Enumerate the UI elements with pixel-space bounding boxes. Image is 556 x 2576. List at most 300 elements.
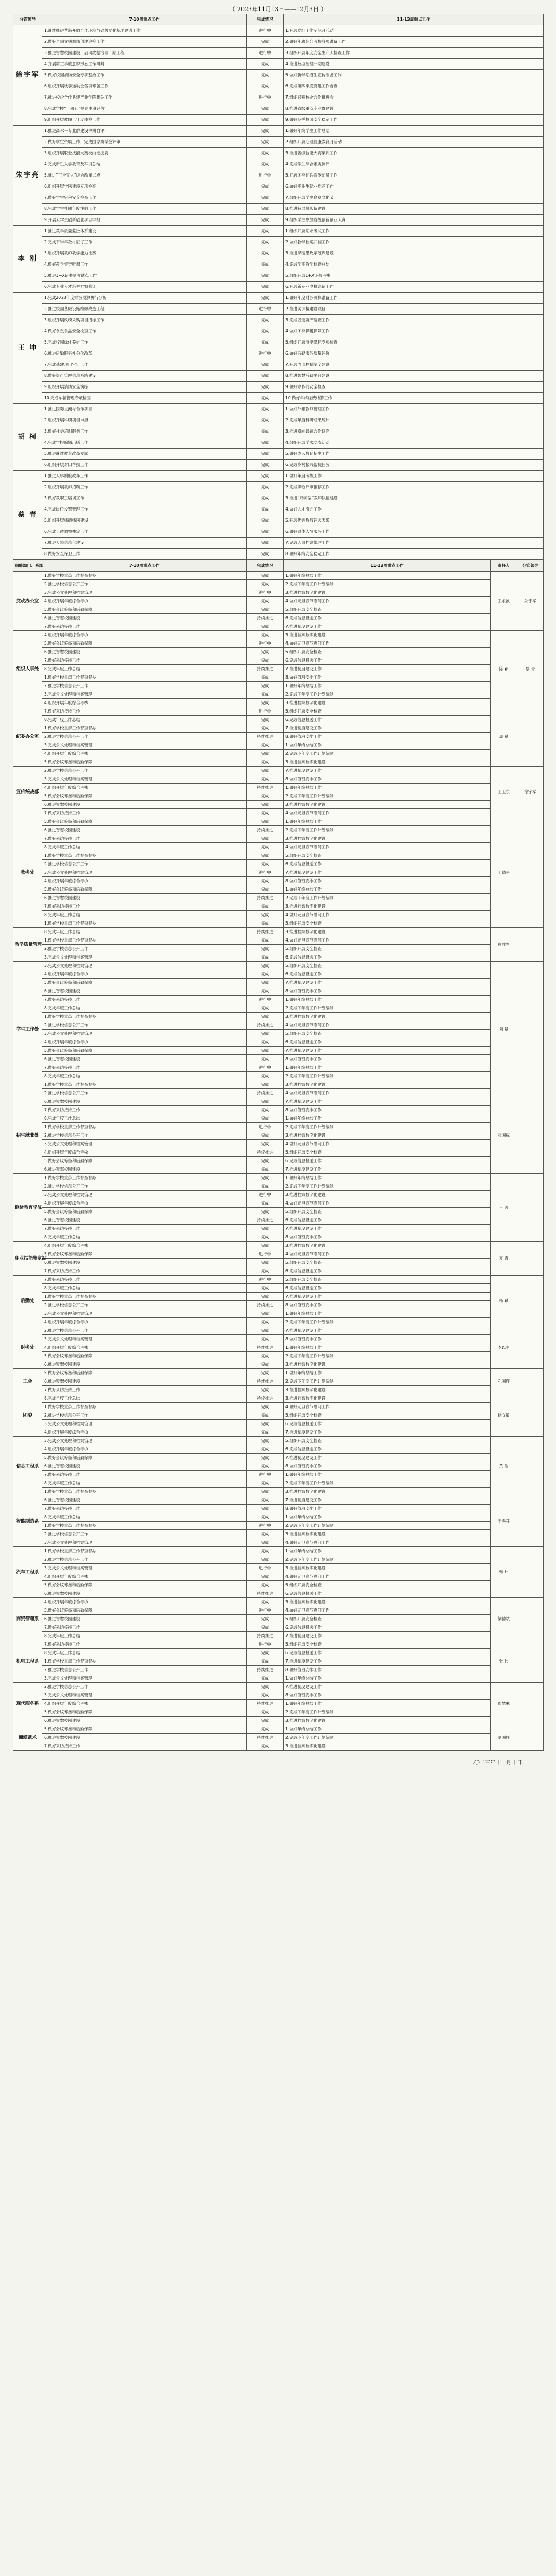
- department-work-row: [13, 1174, 544, 1182]
- dept-next-work-item: 4.做好元旦春节慰问工作: [284, 1606, 491, 1615]
- department-work-row: [13, 605, 544, 614]
- dept-next-work-item: 2.完成下年度工作计划编制: [284, 1708, 491, 1717]
- header-dept-leader: 分管领导: [517, 560, 544, 572]
- dept-next-work-item: 7.推进制度建设工作: [284, 1225, 491, 1233]
- dept-prev-work-item: 7.做好来访接待工作: [42, 1623, 247, 1632]
- dept-status-cell: 完成: [247, 1742, 284, 1751]
- prev-work-item: 2.完成下半年教材征订工作: [42, 237, 247, 248]
- department-work-row: [13, 1420, 544, 1428]
- prev-work-item: 7.推进人事信息化建设: [42, 538, 247, 549]
- department-work-row: [13, 1496, 544, 1505]
- dept-status-cell: 持续推进: [247, 1734, 284, 1742]
- prev-work-item: 8.做好资产管理信息系统建设: [42, 371, 247, 382]
- next-work-item: 10.做好年终经费结算工作: [284, 393, 544, 404]
- dept-next-work-item: 1.做好年终总结工作: [284, 885, 491, 894]
- dept-status-cell: 进行中: [247, 1471, 284, 1479]
- department-work-row: [13, 1140, 544, 1148]
- next-work-item: 9.组织学生参加省级创新创业大赛: [284, 215, 544, 226]
- dept-status-cell: 进行中: [247, 996, 284, 1004]
- dept-prev-work-item: 8.完成年度工作总结: [42, 665, 247, 673]
- department-work-row: [13, 1657, 544, 1666]
- dept-prev-work-item: 4.组织开展年度综合考核: [42, 1148, 247, 1157]
- dept-leader: [517, 1394, 544, 1437]
- dept-status-cell: 完成: [247, 1683, 284, 1691]
- dept-next-work-item: 2.完成下年度工作计划编制: [284, 1123, 491, 1131]
- dept-next-work-item: 4.做好元旦春节慰问工作: [284, 1199, 491, 1208]
- dept-next-work-item: 4.做好元旦春节慰问工作: [284, 1089, 491, 1097]
- leader-work-row: [13, 404, 544, 415]
- dept-prev-work-item: 8.完成年度工作总结: [42, 716, 247, 724]
- department-work-row: [13, 1691, 544, 1700]
- dept-status-cell: 持续推进: [247, 614, 284, 622]
- department-work-row: [13, 1649, 544, 1657]
- dept-prev-work-item: 8.完成年度工作总结: [42, 1513, 247, 1522]
- dept-prev-work-item: 6.推进智慧校园建设: [42, 1097, 247, 1106]
- dept-next-work-item: 7.推进制度建设工作: [284, 1496, 491, 1505]
- dept-status-cell: 完成: [247, 1538, 284, 1547]
- dept-status-cell: 完成: [247, 817, 284, 826]
- leader-work-row: [13, 415, 544, 426]
- leader-work-row: [13, 348, 544, 359]
- dept-status-cell: 完成: [247, 1309, 284, 1318]
- dept-status-cell: 持续推进: [247, 1394, 284, 1403]
- leader-work-row: [13, 359, 544, 371]
- status-cell: 完成: [247, 359, 284, 371]
- dept-next-work-item: 2.完成下年度工作计划编制: [284, 792, 491, 801]
- dept-prev-work-item: 8.完成年度工作总结: [42, 1072, 247, 1080]
- leader-work-row: [13, 48, 544, 59]
- dept-status-cell: 持续推进: [247, 1301, 284, 1309]
- status-cell: 完成: [247, 204, 284, 215]
- next-work-item: 6.做好后勤服务质量评价: [284, 348, 544, 359]
- prev-work-item: 6.组织开展秋季运动会各项筹备工作: [42, 81, 247, 92]
- dept-status-cell: 完成: [247, 1555, 284, 1564]
- dept-prev-work-item: 7.做好来访接待工作: [42, 656, 247, 665]
- responsible-person: 梁德斌: [491, 1598, 517, 1640]
- prev-work-item: 3.做好社会培训服务工作: [42, 426, 247, 437]
- department-work-row: [13, 1318, 544, 1326]
- dept-prev-work-item: 4.组织开展年度综合考核: [42, 784, 247, 792]
- dept-prev-work-item: 1.做好学校重点工作督查督办: [42, 1488, 247, 1496]
- department-name: 团委: [13, 1394, 42, 1437]
- dept-leader: [517, 1547, 544, 1598]
- header-dept-next-work: 11-13周重点工作: [284, 560, 491, 572]
- dept-prev-work-item: 6.推进智慧校园建设: [42, 801, 247, 809]
- dept-prev-work-item: 5.做好会议筹备和后勤保障: [42, 605, 247, 614]
- dept-prev-work-item: 7.做好来访接待工作: [42, 1063, 247, 1072]
- dept-next-work-item: 5.组织开展安全检查: [284, 1148, 491, 1157]
- department-work-row: [13, 1080, 544, 1089]
- department-name: 学生工作处: [13, 962, 42, 1097]
- next-work-item: 8.推进智慧后勤平台建设: [284, 371, 544, 382]
- department-work-row: [13, 953, 544, 962]
- dept-prev-work-item: 6.推进智慧校园建设: [42, 1259, 247, 1267]
- responsible-person: 夏 青: [491, 1242, 517, 1276]
- dept-status-cell: 完成: [247, 953, 284, 962]
- dept-prev-work-item: 1.做好学校重点工作督查督办: [42, 1123, 247, 1131]
- dept-prev-work-item: 3.完成公文处理和档案管理: [42, 1564, 247, 1572]
- dept-prev-work-item: 1.做好学校重点工作督查督办: [42, 936, 247, 945]
- dept-status-cell: 完成: [247, 1437, 284, 1445]
- department-work-row: [13, 597, 544, 605]
- dept-next-work-item: 8.做好值班安排工作: [284, 1106, 491, 1114]
- department-work-row: [13, 1063, 544, 1072]
- dept-status-cell: 完成: [247, 851, 284, 860]
- department-work-row: [13, 1632, 544, 1640]
- department-work-row: [13, 1564, 544, 1572]
- responsible-person: 于德平: [491, 817, 517, 928]
- dept-leader: [517, 928, 544, 962]
- department-table-header-row: [13, 560, 544, 572]
- department-work-row: [13, 834, 544, 843]
- dept-status-cell: 完成: [247, 775, 284, 784]
- dept-prev-work-item: 5.做好会议筹备和后勤保障: [42, 1708, 247, 1717]
- responsible-person: 张 伟: [491, 1640, 517, 1683]
- dept-prev-work-item: 4.组织开展年度综合考核: [42, 1572, 247, 1581]
- department-work-row: [13, 1335, 544, 1343]
- dept-status-cell: 完成: [247, 1360, 284, 1369]
- dept-next-work-item: 5.组织开展安全检查: [284, 962, 491, 970]
- next-work-item: 2.完成年度科研成果统计: [284, 415, 544, 426]
- dept-status-cell: 进行中: [247, 1564, 284, 1572]
- dept-prev-work-item: 2.推进学校信息公开工作: [42, 1182, 247, 1191]
- dept-prev-work-item: 7.做好来访接待工作: [42, 1471, 247, 1479]
- header-department: 职能部门、系部: [13, 560, 42, 572]
- dept-next-work-item: 2.完成下年度工作计划编制: [284, 1072, 491, 1080]
- dept-next-work-item: 7.推进制度建设工作: [284, 724, 491, 733]
- leader-work-row: [13, 137, 544, 148]
- dept-prev-work-item: 1.做好学校重点工作督查督办: [42, 1657, 247, 1666]
- dept-next-work-item: 4.做好元旦春节慰问工作: [284, 843, 491, 851]
- dept-status-cell: 完成: [247, 1326, 284, 1335]
- department-work-row: [13, 1004, 544, 1013]
- status-cell: 完成: [247, 148, 284, 159]
- dept-next-work-item: 2.完成下年度工作计划编制: [284, 1004, 491, 1013]
- dept-prev-work-item: 1.做好学校重点工作督查督办: [42, 851, 247, 860]
- dept-prev-work-item: 6.推进智慧校园建设: [42, 614, 247, 622]
- dept-next-work-item: 3.推进档案数字化建设: [284, 1242, 491, 1250]
- next-work-item: 8.推进省级重点专业群建设: [284, 103, 544, 115]
- department-work-row: [13, 979, 544, 987]
- status-cell: 完成: [247, 70, 284, 81]
- dept-prev-work-item: 5.做好会议筹备和后勤保障: [42, 1047, 247, 1055]
- status-cell: 完成: [247, 437, 284, 449]
- department-work-row: [13, 817, 544, 826]
- dept-status-cell: 完成: [247, 1233, 284, 1242]
- department-work-row: [13, 1309, 544, 1318]
- dept-prev-work-item: 6.推进智慧校园建设: [42, 1216, 247, 1225]
- dept-status-cell: 完成: [247, 1708, 284, 1717]
- dept-status-cell: 完成: [247, 801, 284, 809]
- dept-status-cell: 持续推进: [247, 1700, 284, 1708]
- leader-work-row: [13, 115, 544, 126]
- responsible-person: 韩 玮: [491, 1547, 517, 1598]
- dept-status-cell: 进行中: [247, 868, 284, 877]
- department-work-row: [13, 919, 544, 928]
- responsible-person: 孔国辉: [491, 1369, 517, 1394]
- dept-status-cell: 完成: [247, 682, 284, 690]
- dept-status-cell: 完成: [247, 1454, 284, 1462]
- dept-prev-work-item: 8.完成年度工作总结: [42, 1394, 247, 1403]
- dept-prev-work-item: 5.做好会议筹备和后勤保障: [42, 1606, 247, 1615]
- responsible-person: 顾成军: [491, 928, 517, 962]
- leader-work-row: [13, 103, 544, 115]
- status-cell: 完成: [247, 259, 284, 270]
- leader-name: 王 坤: [13, 293, 42, 404]
- dept-prev-work-item: 1.做好学校重点工作督查督办: [42, 1522, 247, 1530]
- dept-status-cell: 持续推进: [247, 894, 284, 902]
- dept-leader: [517, 1496, 544, 1547]
- next-work-item: 1.组织开展期末考试工作: [284, 226, 544, 237]
- leader-name: 李 刚: [13, 226, 42, 293]
- status-cell: 完成: [247, 237, 284, 248]
- department-work-row: [13, 987, 544, 996]
- status-cell: 进行中: [247, 170, 284, 181]
- dept-status-cell: 完成: [247, 885, 284, 894]
- dept-status-cell: 完成: [247, 1140, 284, 1148]
- dept-status-cell: 完成: [247, 1038, 284, 1047]
- leader-work-row: [13, 393, 544, 404]
- prev-work-item: 1.推进高水平专业群建设中期自评: [42, 126, 247, 137]
- dept-prev-work-item: 1.做好学校重点工作督查督办: [42, 1403, 247, 1411]
- dept-prev-work-item: 2.推进学校信息公开工作: [42, 733, 247, 741]
- status-cell: 完成: [247, 549, 284, 560]
- status-cell: 完成: [247, 270, 284, 282]
- dept-prev-work-item: 4.组织开展年度综合考核: [42, 597, 247, 605]
- responsible-person: 周慧琳: [491, 1683, 517, 1725]
- department-work-row: [13, 1708, 544, 1717]
- department-work-row: [13, 1284, 544, 1293]
- department-name: 继续教育学院: [13, 1174, 42, 1242]
- dept-status-cell: 完成: [247, 1623, 284, 1632]
- dept-prev-work-item: 1.做好学校重点工作督查督办: [42, 1174, 247, 1182]
- dept-prev-work-item: 7.做好来访接待工作: [42, 902, 247, 911]
- department-work-row: [13, 1555, 544, 1564]
- department-work-row: [13, 707, 544, 716]
- dept-status-cell: 完成: [247, 1598, 284, 1606]
- department-work-row: [13, 656, 544, 665]
- dept-prev-work-item: 7.做好来访接待工作: [42, 1640, 247, 1649]
- department-work-row: [13, 911, 544, 919]
- prev-work-item: 6.组织开展学风建设专项检查: [42, 181, 247, 192]
- leader-work-row: [13, 315, 544, 326]
- department-work-row: [13, 1097, 544, 1106]
- dept-next-work-item: 4.做好元旦春节慰问工作: [284, 936, 491, 945]
- dept-next-work-item: 5.组织开展安全检查: [284, 605, 491, 614]
- dept-status-cell: 完成: [247, 962, 284, 970]
- dept-next-work-item: 8.做好值班安排工作: [284, 987, 491, 996]
- department-work-row: [13, 631, 544, 639]
- department-work-row: [13, 809, 544, 817]
- dept-next-work-item: 5.组织开展安全检查: [284, 1581, 491, 1589]
- department-work-row: [13, 1030, 544, 1038]
- department-work-row: [13, 877, 544, 885]
- leader-work-row: [13, 37, 544, 48]
- dept-status-cell: 完成: [247, 631, 284, 639]
- status-cell: 完成: [247, 81, 284, 92]
- dept-prev-work-item: 7.做好来访接待工作: [42, 809, 247, 817]
- department-work-row: [13, 673, 544, 682]
- dept-prev-work-item: 8.完成年度工作总结: [42, 843, 247, 851]
- department-work-row: [13, 580, 544, 588]
- next-work-item: 3.推进横向课题合作研究: [284, 426, 544, 437]
- dept-next-work-item: 1.做好年终总结工作: [284, 1471, 491, 1479]
- department-work-row: [13, 716, 544, 724]
- dept-next-work-item: 5.组织开展安全检查: [284, 1411, 491, 1420]
- dept-next-work-item: 7.推进制度建设工作: [284, 1047, 491, 1055]
- dept-next-work-item: 2.完成下年度工作计划编制: [284, 690, 491, 699]
- status-cell: 进行中: [247, 348, 284, 359]
- leader-work-row: [13, 192, 544, 204]
- department-work-row: [13, 1199, 544, 1208]
- next-work-item: 4.完成学生综合素质测评: [284, 159, 544, 170]
- dept-prev-work-item: 3.完成公文处理和档案管理: [42, 690, 247, 699]
- dept-status-cell: 持续推进: [247, 1089, 284, 1097]
- dept-status-cell: 持续推进: [247, 1632, 284, 1640]
- department-work-row: [13, 1055, 544, 1063]
- dept-next-work-item: 3.推进档案数字化建设: [284, 1386, 491, 1394]
- dept-prev-work-item: 3.完成公文处理和档案管理: [42, 1030, 247, 1038]
- dept-status-cell: 完成: [247, 1267, 284, 1276]
- dept-prev-work-item: 5.做好会议筹备和后勤保障: [42, 1157, 247, 1165]
- department-work-row: [13, 758, 544, 767]
- responsible-person: 刘国辉: [491, 1725, 517, 1751]
- dept-status-cell: 完成: [247, 656, 284, 665]
- status-cell: 进行中: [247, 48, 284, 59]
- dept-next-work-item: 3.推进档案数字化建设: [284, 902, 491, 911]
- dept-status-cell: 完成: [247, 970, 284, 979]
- next-work-item: 4.组织开展学术交流活动: [284, 437, 544, 449]
- department-name: 现代服务系: [13, 1683, 42, 1725]
- prev-work-item: 2.推进校园基础设施维修改造工程: [42, 304, 247, 315]
- leader-name: 徐宇军: [13, 25, 42, 126]
- dept-prev-work-item: 7.做好来访接待工作: [42, 1386, 247, 1394]
- responsible-person: 王 涛: [491, 1174, 517, 1242]
- dept-status-cell: 进行中: [247, 1640, 284, 1649]
- responsible-person: 黄 浩: [491, 1437, 517, 1496]
- status-cell: 完成: [247, 59, 284, 70]
- dept-next-work-item: 3.推进档案数字化建设: [284, 1488, 491, 1496]
- dept-status-cell: 完成: [247, 1259, 284, 1267]
- department-work-row: [13, 622, 544, 631]
- dept-status-cell: 持续推进: [247, 1343, 284, 1352]
- status-cell: 完成: [247, 293, 284, 304]
- dept-next-work-item: 3.推进档案数字化建设: [284, 1742, 491, 1751]
- dept-prev-work-item: 5.做好会议筹备和后勤保障: [42, 817, 247, 826]
- status-cell: 完成: [247, 103, 284, 115]
- department-work-row: [13, 801, 544, 809]
- department-work-row: [13, 614, 544, 622]
- next-work-item: 6.开展新专业申报论证工作: [284, 282, 544, 293]
- next-work-item: 1.做好年度考核工作: [284, 471, 544, 482]
- responsible-person: 杨 斌: [491, 1276, 517, 1326]
- dept-prev-work-item: 6.推进智慧校园建设: [42, 1055, 247, 1063]
- dept-next-work-item: 1.做好年终总结工作: [284, 1700, 491, 1708]
- prev-work-item: 2.做好全国文明城市创建迎检工作: [42, 37, 247, 48]
- header-dept-prev-work: 7-10周重点工作: [42, 560, 247, 572]
- dept-status-cell: 完成: [247, 1131, 284, 1140]
- dept-prev-work-item: 3.完成公文处理和档案管理: [42, 1335, 247, 1343]
- next-work-item: 8.做好年终安全稳定工作: [284, 549, 544, 560]
- department-name: 商贸管理系: [13, 1598, 42, 1640]
- dept-prev-work-item: 8.完成年度工作总结: [42, 1284, 247, 1293]
- dept-status-cell: 完成: [247, 1674, 284, 1683]
- dept-prev-work-item: 2.推进学校信息公开工作: [42, 682, 247, 690]
- dept-next-work-item: 4.做好元旦春节慰问工作: [284, 639, 491, 648]
- department-work-row: [13, 1598, 544, 1606]
- department-work-row: [13, 1683, 544, 1691]
- prev-work-item: 9.组织开展教职工年度体检工作: [42, 115, 247, 126]
- status-cell: 完成: [247, 371, 284, 382]
- status-cell: 完成: [247, 538, 284, 549]
- dept-status-cell: 进行中: [247, 1522, 284, 1530]
- dept-next-work-item: 1.做好年终总结工作: [284, 1174, 491, 1182]
- dept-prev-work-item: 5.做好会议筹备和后勤保障: [42, 1454, 247, 1462]
- dept-next-work-item: 2.完成下年度工作计划编制: [284, 1555, 491, 1564]
- dept-next-work-item: 4.做好元旦春节慰问工作: [284, 809, 491, 817]
- dept-leader: [517, 1683, 544, 1725]
- next-work-item: 2.做好教学档案归档工作: [284, 237, 544, 248]
- prev-work-item: 5.组织开展师德师风建设: [42, 515, 247, 526]
- department-work-row: [13, 1047, 544, 1055]
- next-work-item: 3.推进课程思政示范课建设: [284, 248, 544, 259]
- dept-prev-work-item: 5.做好会议筹备和后勤保障: [42, 979, 247, 987]
- status-cell: 完成: [247, 326, 284, 337]
- dept-prev-work-item: 1.做好学校重点工作督查督办: [42, 572, 247, 580]
- department-work-row: [13, 1259, 544, 1267]
- status-cell: 完成: [247, 126, 284, 137]
- dept-status-cell: 持续推进: [247, 1589, 284, 1598]
- dept-prev-work-item: 1.做好学校重点工作督查督办: [42, 1547, 247, 1555]
- prev-work-item: 6.完成工资调整核定工作: [42, 526, 247, 538]
- dept-prev-work-item: 2.推进学校信息公开工作: [42, 860, 247, 868]
- next-work-item: 3.组织开展年度安全生产大检查工作: [284, 48, 544, 59]
- status-cell: 完成: [247, 226, 284, 237]
- dept-leader: [517, 1598, 544, 1640]
- dept-prev-work-item: 7.做好来访接待工作: [42, 707, 247, 716]
- dept-prev-work-item: 7.做好来访接待工作: [42, 1505, 247, 1513]
- leader-work-row: [13, 25, 544, 37]
- status-cell: 完成: [247, 192, 284, 204]
- leader-name: 胡 柯: [13, 404, 42, 471]
- dept-prev-work-item: 2.推进学校信息公开工作: [42, 1530, 247, 1538]
- department-work-row: [13, 894, 544, 902]
- dept-prev-work-item: 7.做好来访接待工作: [42, 1276, 247, 1284]
- dept-prev-work-item: 3.完成公文处理和档案管理: [42, 741, 247, 750]
- leader-work-row: [13, 226, 544, 237]
- department-name: 教学质量管理: [13, 928, 42, 962]
- dept-next-work-item: 5.组织开展安全检查: [284, 1208, 491, 1216]
- department-work-row: [13, 690, 544, 699]
- department-work-row: [13, 1157, 544, 1165]
- dept-status-cell: 完成: [247, 1369, 284, 1377]
- next-work-item: 1.开展党组工作示范月活动: [284, 25, 544, 37]
- dept-next-work-item: 3.推进档案数字化建设: [284, 699, 491, 707]
- dept-next-work-item: 5.组织开展安全检查: [284, 919, 491, 928]
- status-cell: 进行中: [247, 25, 284, 37]
- dept-next-work-item: 2.完成下年度工作计划编制: [284, 1352, 491, 1360]
- dept-status-cell: 完成: [247, 1335, 284, 1343]
- dept-next-work-item: 3.推进档案数字化建设: [284, 1013, 491, 1021]
- department-work-row: [13, 1233, 544, 1242]
- next-work-item: 4.推进数据治理一期建设: [284, 59, 544, 70]
- dept-prev-work-item: 8.完成年度工作总结: [42, 1479, 247, 1488]
- dept-next-work-item: 8.做好值班安排工作: [284, 877, 491, 885]
- dept-prev-work-item: 8.完成年度工作总结: [42, 1114, 247, 1123]
- department-work-row: [13, 1530, 544, 1538]
- dept-prev-work-item: 5.做好会议筹备和后勤保障: [42, 639, 247, 648]
- dept-status-cell: 完成: [247, 1225, 284, 1233]
